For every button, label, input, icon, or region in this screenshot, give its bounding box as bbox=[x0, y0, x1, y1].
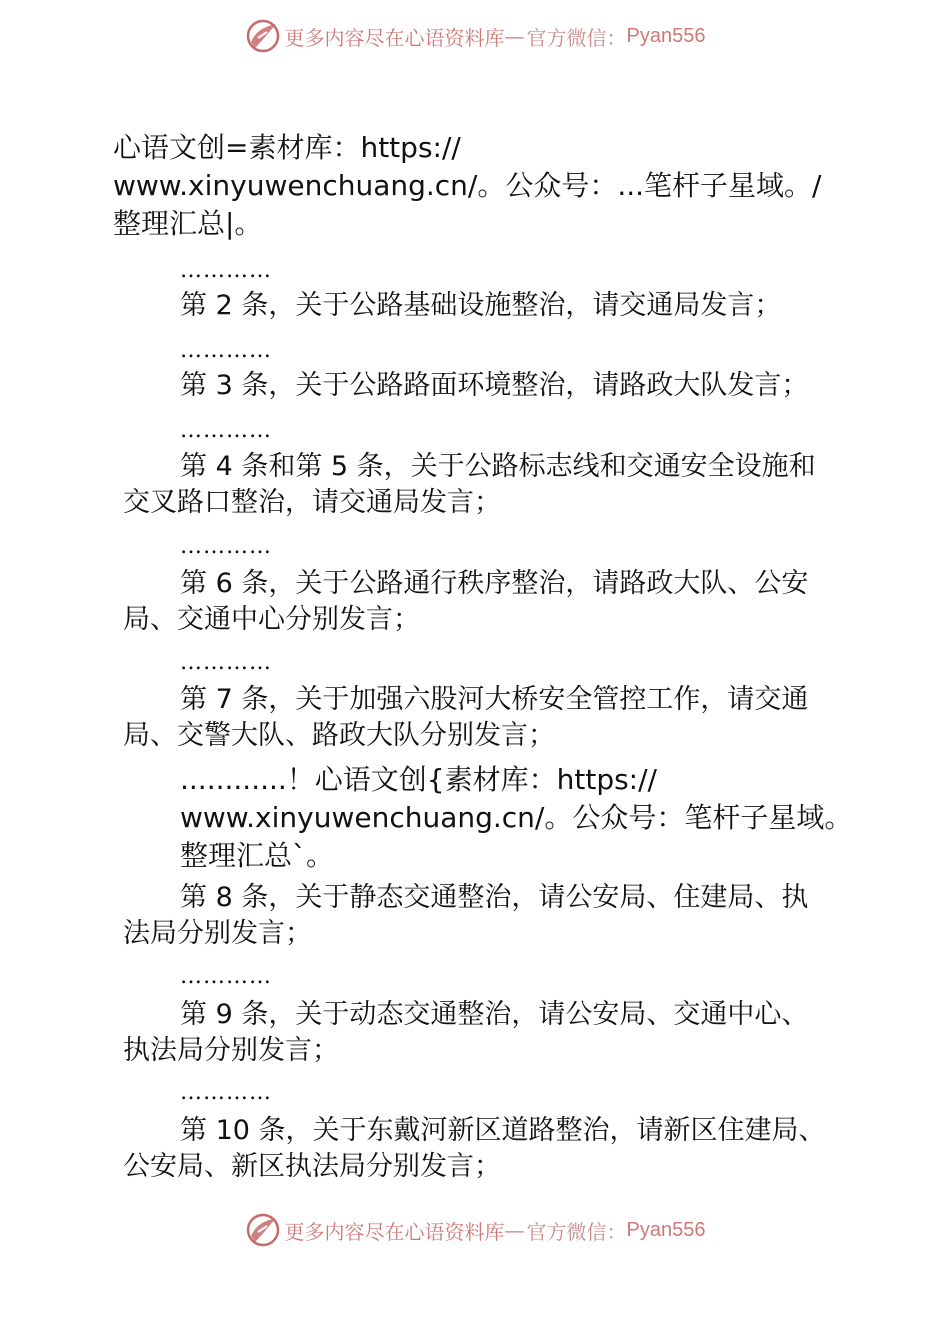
paragraph-item-8-cont: 法局分别发言； bbox=[123, 918, 312, 949]
paragraph-item-10-cont: 公安局、新区执法局分别发言； bbox=[123, 1151, 501, 1182]
banner-text: 更多内容尽在心语资料库 bbox=[284, 25, 505, 50]
ellipsis: ………… bbox=[180, 650, 272, 675]
ellipsis: ………… bbox=[180, 338, 272, 363]
banner-separator: — bbox=[504, 24, 525, 48]
banner-wechat-id: Pyan556 bbox=[626, 24, 706, 47]
paragraph-item-10: 第 10 条，关于东戴河新区道路整治，请新区住建局、 bbox=[180, 1115, 826, 1146]
paragraph-item-3: 第 3 条，关于公路路面环境整治，请路政大队发言； bbox=[180, 370, 809, 401]
paragraph-item-2: 第 2 条，关于公路基础设施整治，请交通局发言； bbox=[180, 290, 782, 321]
ellipsis: ………… bbox=[180, 964, 272, 989]
paragraph-item-6-cont: 局、交通中心分别发言； bbox=[123, 604, 420, 635]
ellipsis: ………… bbox=[180, 1080, 272, 1105]
watermark-line: 整理汇总|。 bbox=[113, 207, 263, 240]
banner-wechat-label: 官方微信： bbox=[526, 1219, 627, 1244]
paragraph-item-7: 第 7 条，关于加强六股河大桥安全管控工作，请交通 bbox=[180, 684, 809, 715]
paragraph-item-9: 第 9 条，关于动态交通整治，请公安局、交通中心、 bbox=[180, 999, 809, 1030]
banner-separator: — bbox=[504, 1218, 525, 1242]
ellipsis: ………… bbox=[180, 418, 272, 443]
watermark-line: 心语文创=素材库：https:// bbox=[113, 131, 461, 164]
paragraph-item-8: 第 8 条，关于静态交通整治，请公安局、住建局、执 bbox=[180, 882, 809, 913]
banner-wechat-label: 官方微信： bbox=[526, 25, 627, 50]
paragraph-item-9-cont: 执法局分别发言； bbox=[123, 1035, 339, 1066]
paragraph-item-6: 第 6 条，关于公路通行秩序整治，请路政大队、公安 bbox=[180, 568, 809, 599]
ellipsis: ………… bbox=[180, 258, 272, 283]
watermark-line: www.xinyuwenchuang.cn/。公众号：...笔杆子星域。/ bbox=[113, 169, 822, 202]
ellipsis: ………… bbox=[180, 534, 272, 559]
paragraph-item-4-5: 第 4 条和第 5 条，关于公路标志线和交通安全设施和 bbox=[180, 451, 816, 482]
watermark-line: ............！心语文创{素材库：https:// bbox=[180, 763, 657, 796]
header-banner bbox=[0, 14, 950, 58]
paragraph-item-7-cont: 局、交警大队、路政大队分别发言； bbox=[123, 720, 555, 751]
banner-text: 更多内容尽在心语资料库 bbox=[284, 1219, 505, 1244]
brand-logo-icon bbox=[245, 1212, 281, 1248]
footer-banner bbox=[0, 1208, 950, 1252]
brand-logo-icon bbox=[245, 18, 281, 54]
watermark-line: www.xinyuwenchuang.cn/。公众号：笔杆子星域。 bbox=[180, 801, 853, 834]
paragraph-item-4-5-cont: 交叉路口整治，请交通局发言； bbox=[123, 487, 501, 518]
watermark-line: 整理汇总`。 bbox=[180, 839, 335, 872]
banner-wechat-id: Pyan556 bbox=[626, 1218, 706, 1241]
